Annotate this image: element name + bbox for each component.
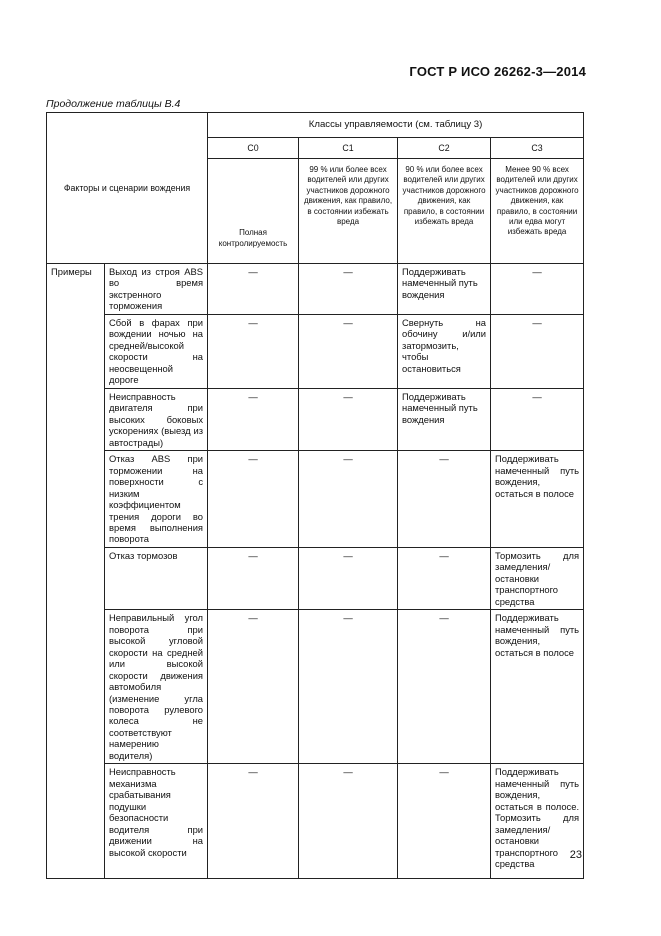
scenario-cell: Отказ ABS при торможении на поверхности с низким коэффициентом трения дороги во время выполнения поворота: [105, 451, 208, 548]
c3-cell: —: [491, 315, 584, 389]
table-row: [47, 451, 584, 548]
examples-label: Примеры: [47, 264, 105, 879]
c1-cell: —: [299, 610, 398, 764]
c3-cell: Поддерживать намеченный путь вождения, остаться в полосе. Тормозить для замедления/остановки транспортного средства: [491, 764, 584, 879]
document-code: ГОСТ Р ИСО 26262-3—2014: [409, 64, 586, 79]
c1-cell: —: [299, 264, 398, 315]
c2-cell: —: [398, 764, 491, 879]
c3-cell: Поддерживать намеченный путь вождения, остаться в полосе: [491, 610, 584, 764]
c1-cell: —: [299, 764, 398, 879]
scenario-cell: Отказ тормозов: [105, 547, 208, 609]
class-code-c1: C1: [299, 138, 398, 159]
c2-cell: Поддерживать намеченный путь вождения: [398, 264, 491, 315]
c2-cell: —: [398, 451, 491, 548]
table-caption: Продолжение таблицы B.4: [46, 98, 181, 110]
class-code-c0: C0: [208, 138, 299, 159]
c2-cell: —: [398, 610, 491, 764]
c0-cell: —: [208, 610, 299, 764]
c1-cell: —: [299, 388, 398, 450]
class-desc-c3: Менее 90 % всех водителей или других участников дорожного движения, как правило, в состоянии или едва могут избежать вреда: [491, 159, 584, 264]
table-row: [47, 388, 584, 450]
c1-cell: —: [299, 315, 398, 389]
c0-cell: —: [208, 315, 299, 389]
scenario-cell: Выход из строя ABS во время экстренного торможения: [105, 264, 208, 315]
scenario-cell: Неисправность механизма срабатывания подушки безопасности водителя при движении на высокой скорости: [105, 764, 208, 879]
c0-cell: —: [208, 264, 299, 315]
class-desc-c2: 90 % или более всех водителей или других участников дорожного движения, как правило, в состоянии избежать вреда: [398, 159, 491, 264]
scenario-cell: Сбой в фарах при вождении ночью на средней/высокой скорости на неосвещенной дороге: [105, 315, 208, 389]
c2-cell: —: [398, 547, 491, 609]
c0-cell: —: [208, 451, 299, 548]
table-row: [47, 610, 584, 764]
c2-cell: Свернуть на обочину и/или затормозить, чтобы остановиться: [398, 315, 491, 389]
c0-cell: —: [208, 764, 299, 879]
table-row: [47, 764, 584, 879]
table-row: [47, 547, 584, 609]
scenario-cell: Неправильный угол поворота при высокой угловой скорости на средней или высокой скорости движения автомобиля (изменение угла поворота рулевого колеса не соответствуют намерению водителя): [105, 610, 208, 764]
classes-header: Классы управляемости (см. таблицу 3): [208, 113, 584, 138]
scenario-cell: Неисправность двигателя при высоких боковых ускорениях (выезд из автострады): [105, 388, 208, 450]
c1-cell: —: [299, 547, 398, 609]
controllability-table: [46, 112, 584, 879]
page-number: 23: [569, 849, 582, 861]
c0-cell: —: [208, 388, 299, 450]
factors-header: Факторы и сценарии вождения: [47, 113, 208, 264]
c3-cell: Тормозить для замедления/остановки транспортного средства: [491, 547, 584, 609]
c0-cell: —: [208, 547, 299, 609]
table-row: [47, 315, 584, 389]
class-code-c2: C2: [398, 138, 491, 159]
class-code-c3: C3: [491, 138, 584, 159]
c3-cell: —: [491, 388, 584, 450]
c2-cell: Поддерживать намеченный путь вождения: [398, 388, 491, 450]
c3-cell: Поддерживать намеченный путь вождения, остаться в полосе: [491, 451, 584, 548]
c3-cell: —: [491, 264, 584, 315]
class-desc-c0: Полная контролируемость: [208, 159, 299, 264]
table-row: [47, 264, 584, 315]
class-desc-c1: 99 % или более всех водителей или других участников дорожного движения, как правило, в состоянии избежать вреда: [299, 159, 398, 264]
c1-cell: —: [299, 451, 398, 548]
